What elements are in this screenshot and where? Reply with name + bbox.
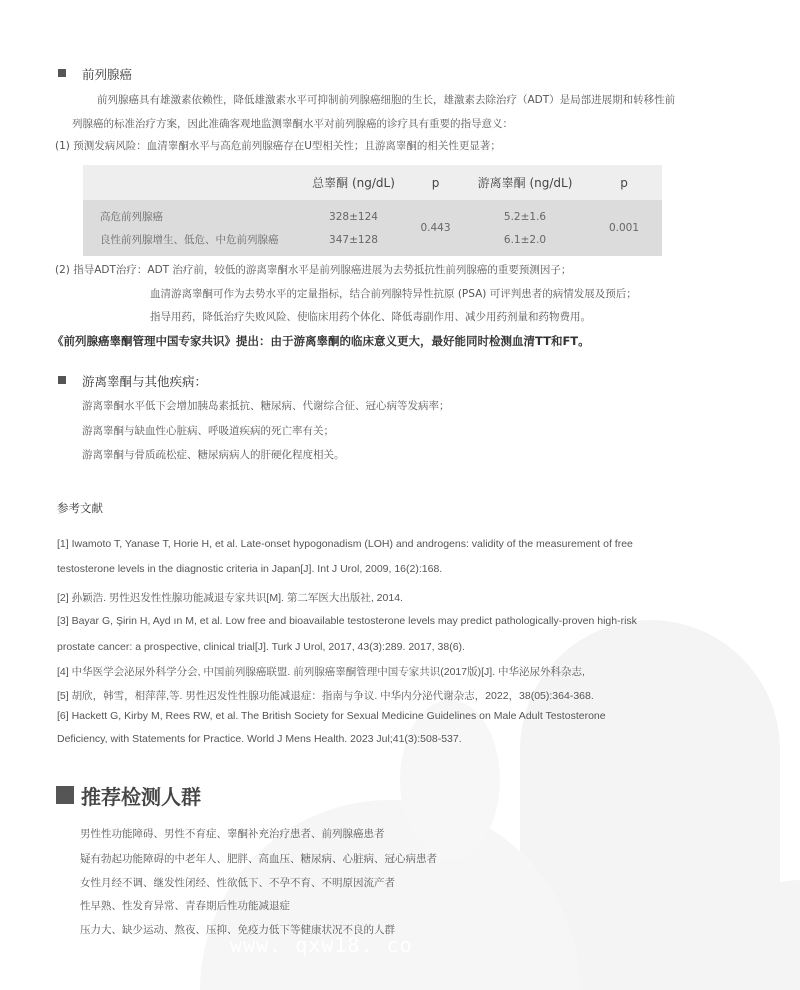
point-2: (2) 指导ADT治疗：ADT 治疗前，较低的游离睾酮水平是前列腺癌进展为去势抵抗性前列腺癌的重要预测因子； (55, 264, 572, 276)
reference-line: [5] 胡欣，韩雪，相萍萍,等. 男性迟发性性腺功能减退症：指南与争议. 中华内分泌代谢杂志，2022，38(05):364-368. (57, 690, 594, 702)
section-bullet-icon (58, 376, 66, 384)
ft-cell: 6.1±2.0 (464, 226, 586, 256)
section-bullet-icon (56, 786, 74, 804)
p-tt-cell: 0.443 (407, 200, 464, 256)
reference-line: Deficiency, with Statements for Practice. World J Mens Health. 2023 Jul;41(3):508-537. (57, 733, 462, 745)
group-cell: 高危前列腺癌 (83, 200, 300, 226)
table-row (83, 226, 662, 256)
table-row (83, 200, 662, 226)
point-1: (1) 预测发病风险：血清睾酮水平与高危前列腺癌存在U型相关性；且游离睾酮的相关性更显著； (55, 140, 501, 152)
table-header: 游离睾酮 (ng/dL) (464, 165, 586, 200)
list-item: 男性性功能障碍、男性不育症、睾酮补充治疗患者、前列腺癌患者 (80, 828, 385, 840)
list-item: 游离睾酮与缺血性心脏病、呼吸道疾病的死亡率有关； (82, 425, 334, 437)
paragraph: 前列腺癌具有雄激素依赖性，降低雄激素水平可抑制前列腺癌细胞的生长，雄激素去除治疗（ADT）是局部进展期和转移性前 (97, 94, 676, 106)
ft-cell: 5.2±1.6 (464, 200, 586, 226)
point-2-detail: 指导用药，降低治疗失败风险、使临床用药个体化、降低毒副作用、减少用药剂量和药物费用。 (150, 311, 591, 323)
group-cell: 良性前列腺增生、低危、中危前列腺癌 (83, 226, 300, 256)
list-item: 疑有勃起功能障碍的中老年人、肥胖、高血压、糖尿病、心脏病、冠心病患者 (80, 853, 437, 865)
references-title: 参考文献 (57, 501, 103, 515)
section-title: 前列腺癌 (82, 67, 133, 82)
p-ft-cell: 0.001 (586, 200, 662, 256)
list-item: 压力大、缺少运动、熬夜、压抑、免疫力低下等健康状况不良的人群 (80, 924, 395, 936)
table-header: p (407, 165, 464, 200)
list-item: 游离睾酮与骨质疏松症、糖尿病病人的肝硬化程度相关。 (82, 449, 345, 461)
reference-line: [2] 孙颖浩. 男性迟发性性腺功能减退专家共识[M]. 第二军医大出版社, 2014. (57, 592, 403, 604)
tt-cell: 347±128 (300, 226, 407, 256)
background-blob (400, 700, 500, 860)
point-2-detail: 血清游离睾酮可作为去势水平的定量指标，结合前列腺特异性抗原 (PSA) 可评判患者的病情发展及预后； (150, 288, 637, 300)
list-item: 游离睾酮水平低下会增加胰岛素抵抗、糖尿病、代谢综合征、冠心病等发病率； (82, 400, 450, 412)
reference-line: [4] 中华医学会泌尿外科学分会, 中国前列腺癌联盟. 前列腺癌睾酮管理中国专家共识(2017版)[J]. 中华泌尿外科杂志, (57, 666, 585, 678)
section-title: 游离睾酮与其他疾病： (82, 374, 208, 389)
table-header: 总睾酮 (ng/dL) (300, 165, 407, 200)
watermark: www. qxw18. co (230, 933, 413, 957)
reference-line: [1] Iwamoto T, Yanase T, Horie H, et al. Late-onset hypogonadism (LOH) and androgens: validity of the measurement of free (57, 538, 633, 550)
reference-line: [3] Bayar G, Şirin H, Ayd ın M, et al. Low free and bioavailable testosterone levels may predict pathologically-proven high-risk (57, 615, 637, 627)
consensus-statement: 《前列腺癌睾酮管理中国专家共识》提出：由于游离睾酮的临床意义更大，最好能同时检测血清TT和FT。 (52, 334, 590, 348)
table-header: p (586, 165, 662, 200)
list-item: 性早熟、性发育异常、青春期后性功能减退症 (80, 900, 290, 912)
section-title: 推荐检测人群 (81, 785, 201, 809)
paragraph: 列腺癌的标准治疗方案，因此准确客观地监测睾酮水平对前列腺癌的诊疗具有重要的指导意义： (72, 118, 513, 130)
list-item: 女性月经不调、继发性闭经、性欲低下、不孕不育、不明原因流产者 (80, 877, 395, 889)
section-bullet-icon (58, 69, 66, 77)
table-header (83, 165, 300, 200)
tt-cell: 328±124 (300, 200, 407, 226)
reference-line: testosterone levels in the diagnostic criteria in Japan[J]. Int J Urol, 2009, 16(2):168. (57, 563, 443, 575)
testosterone-table (83, 165, 662, 256)
reference-line: [6] Hackett G, Kirby M, Rees RW, et al. The British Society for Sexual Medicine Guidelines on Male Adult Testosterone (57, 710, 606, 722)
reference-line: prostate cancer: a prospective, clinical trial[J]. Turk J Urol, 2017, 43(3):289. 2017, 38(6). (57, 641, 465, 653)
